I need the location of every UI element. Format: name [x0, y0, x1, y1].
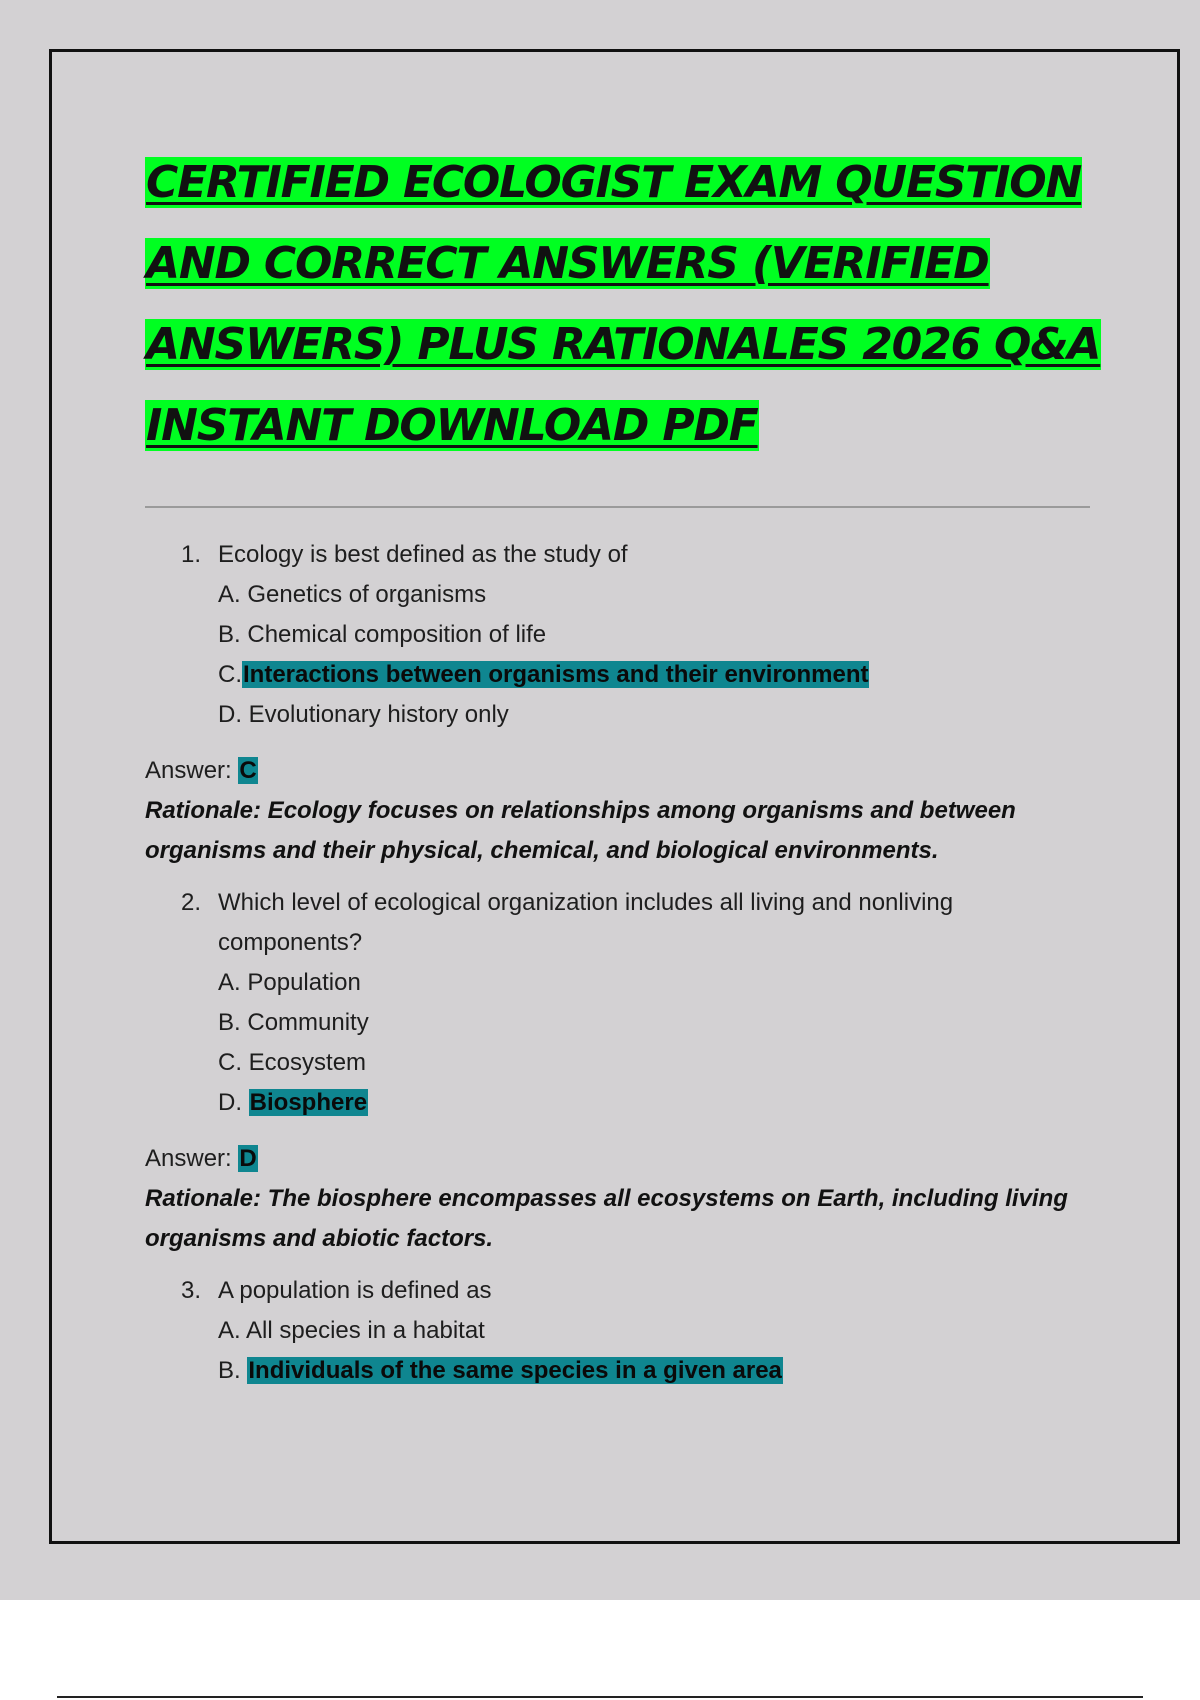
document-title: [145, 142, 1105, 466]
title-line: CERTIFIED ECOLOGIST EXAM QUESTION: [146, 157, 1082, 208]
rationale-text: Rationale: The biosphere encompasses all ecosystems on Earth, including living organisms and abiotic factors.: [145, 1185, 1068, 1252]
option-letter: A.: [218, 1317, 241, 1344]
option-text: Genetics of organisms: [247, 581, 487, 608]
question-number: 3.: [181, 1277, 202, 1304]
question-stem: [145, 1271, 1085, 1311]
question-number: 1.: [181, 541, 202, 568]
option-c: [145, 1043, 1085, 1083]
correct-option-highlight: Biosphere: [249, 1089, 368, 1116]
option-letter: C.: [218, 661, 242, 688]
option-b: [145, 615, 1085, 655]
option-text: All species in a habitat: [246, 1317, 485, 1344]
question-2: [145, 883, 1085, 1259]
horizontal-divider: [145, 506, 1090, 508]
option-letter: D.: [218, 1089, 242, 1116]
option-a: [145, 575, 1085, 615]
option-a: [145, 963, 1085, 1003]
option-d: [145, 1083, 1085, 1123]
option-letter: D.: [218, 701, 242, 728]
title-line: INSTANT DOWNLOAD PDF: [146, 400, 758, 451]
question-list: [145, 535, 1085, 1391]
option-letter: B.: [218, 621, 241, 648]
answer-value: D: [239, 1145, 257, 1172]
footer-divider: [57, 1696, 1143, 1698]
option-letter: C.: [218, 1049, 242, 1076]
rationale-text: Rationale: Ecology focuses on relationships among organisms and between organisms and their physical, chemical, and biological environments.: [145, 797, 1016, 864]
title-line: ANSWERS) PLUS RATIONALES 2026 Q&A: [146, 319, 1101, 370]
option-a: [145, 1311, 1085, 1351]
option-text: Community: [247, 1009, 369, 1036]
option-text: Population: [247, 969, 361, 996]
question-stem: [145, 535, 1085, 575]
answer-label: Answer:: [145, 757, 232, 784]
answer-line: [145, 751, 1085, 791]
answer-label: Answer:: [145, 1145, 232, 1172]
question-1: [145, 535, 1085, 871]
option-letter: B.: [218, 1009, 241, 1036]
option-text: Ecosystem: [248, 1049, 367, 1076]
answer-value: C: [239, 757, 257, 784]
option-c: [145, 655, 1085, 695]
option-text: Chemical composition of life: [247, 621, 547, 648]
question-text: Which level of ecological organization includes all living and nonliving components?: [218, 889, 954, 956]
question-text: A population is defined as: [218, 1277, 492, 1304]
question-number: 2.: [181, 889, 202, 916]
option-b: [145, 1351, 1085, 1391]
option-letter: B.: [218, 1357, 241, 1384]
correct-option-highlight: Individuals of the same species in a given area: [248, 1357, 782, 1384]
option-text: Evolutionary history only: [248, 701, 509, 728]
option-d: [145, 695, 1085, 735]
option-letter: A.: [218, 969, 241, 996]
answer-line: [145, 1139, 1085, 1179]
question-text: Ecology is best defined as the study of: [218, 541, 628, 568]
correct-option-highlight: Interactions between organisms and their environment: [243, 661, 869, 688]
title-line: AND CORRECT ANSWERS (VERIFIED: [146, 238, 989, 289]
question-stem: [145, 883, 1085, 963]
option-b: [145, 1003, 1085, 1043]
option-letter: A.: [218, 581, 241, 608]
question-3: [145, 1271, 1085, 1391]
